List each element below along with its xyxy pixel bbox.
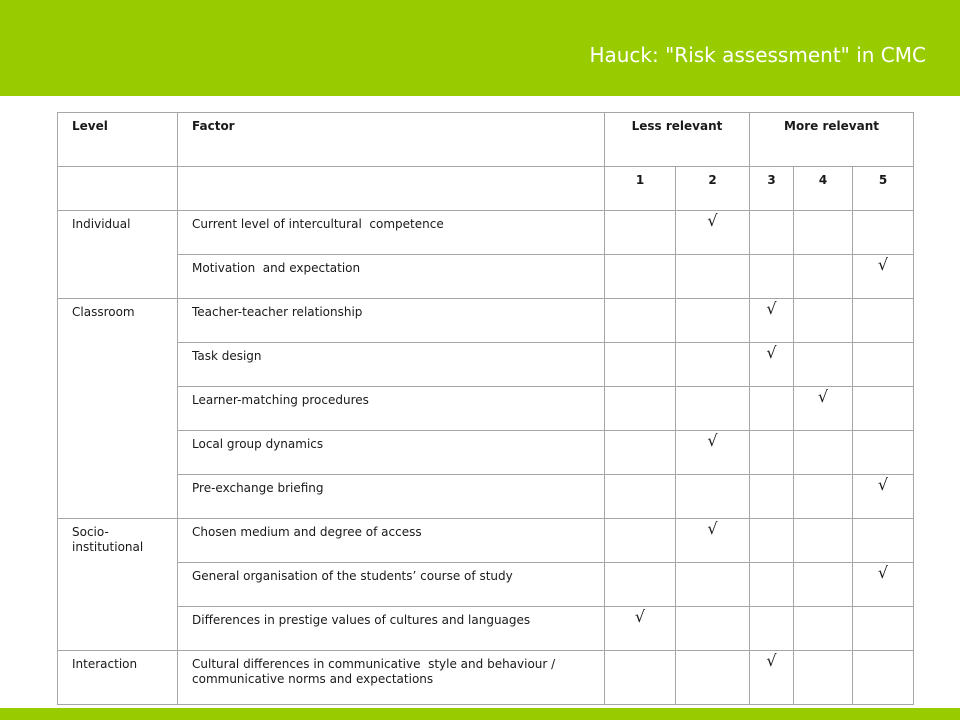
rating-cell [605, 343, 676, 387]
level-cell [58, 431, 178, 475]
factor-cell: Motivation and expectation [178, 255, 605, 299]
scale-2: 2 [676, 167, 750, 211]
rating-cell [750, 475, 794, 519]
factor-cell: Local group dynamics [178, 431, 605, 475]
rating-cell [676, 255, 750, 299]
check-mark-icon: √ [853, 563, 914, 607]
level-cell: Interaction [58, 651, 178, 705]
header-row [58, 113, 914, 167]
rating-cell [794, 563, 853, 607]
rating-cell [853, 607, 914, 651]
rating-cell [676, 563, 750, 607]
rating-cell [605, 211, 676, 255]
rating-cell [853, 651, 914, 705]
level-cell [58, 475, 178, 519]
scale-row [58, 167, 914, 211]
rating-cell [794, 211, 853, 255]
factor-cell: Differences in prestige values of cultures and languages [178, 607, 605, 651]
rating-cell [750, 211, 794, 255]
scale-3: 3 [750, 167, 794, 211]
rating-cell [853, 519, 914, 563]
level-cell [58, 387, 178, 431]
table-row [58, 255, 914, 299]
table-row [58, 607, 914, 651]
factor-cell: Task design [178, 343, 605, 387]
table-row [58, 211, 914, 255]
rating-cell [676, 343, 750, 387]
check-mark-icon: √ [750, 299, 794, 343]
table-row [58, 431, 914, 475]
rating-cell [605, 255, 676, 299]
rating-cell [605, 387, 676, 431]
factor-cell: Current level of intercultural competence [178, 211, 605, 255]
rating-cell [605, 431, 676, 475]
level-cell: Classroom [58, 299, 178, 343]
level-cell: Individual [58, 211, 178, 255]
header-factor: Factor [178, 113, 605, 167]
rating-cell [853, 387, 914, 431]
rating-cell [794, 343, 853, 387]
rating-cell [605, 563, 676, 607]
rating-cell [676, 387, 750, 431]
rating-cell [676, 299, 750, 343]
rating-cell [794, 607, 853, 651]
table-row [58, 519, 914, 563]
check-mark-icon: √ [676, 519, 750, 563]
rating-cell [750, 519, 794, 563]
scale-1: 1 [605, 167, 676, 211]
rating-cell [750, 387, 794, 431]
factor-cell: General organisation of the students’ course of study [178, 563, 605, 607]
table-row [58, 563, 914, 607]
footer-band [0, 708, 960, 720]
factor-cell: Learner-matching procedures [178, 387, 605, 431]
check-mark-icon: √ [676, 211, 750, 255]
rating-cell [676, 607, 750, 651]
rating-cell [794, 255, 853, 299]
scale-factor-blank [178, 167, 605, 211]
check-mark-icon: √ [750, 343, 794, 387]
rating-cell [794, 299, 853, 343]
check-mark-icon: √ [750, 651, 794, 705]
check-mark-icon: √ [853, 255, 914, 299]
rating-cell [676, 475, 750, 519]
check-mark-icon: √ [794, 387, 853, 431]
rating-cell [750, 563, 794, 607]
scale-4: 4 [794, 167, 853, 211]
level-cell: Socio- institutional [58, 519, 178, 563]
rating-cell [794, 651, 853, 705]
check-mark-icon: √ [605, 607, 676, 651]
rating-cell [794, 519, 853, 563]
slide-title: Hauck: "Risk assessment" in CMC [589, 43, 926, 67]
scale-level-blank [58, 167, 178, 211]
rating-cell [750, 607, 794, 651]
rating-cell [605, 299, 676, 343]
rating-cell [853, 299, 914, 343]
header-level: Level [58, 113, 178, 167]
scale-5: 5 [853, 167, 914, 211]
rating-cell [750, 431, 794, 475]
level-cell [58, 255, 178, 299]
header-less-relevant: Less relevant [605, 113, 750, 167]
rating-cell [853, 343, 914, 387]
risk-assessment-table [57, 112, 914, 705]
rating-cell [794, 475, 853, 519]
level-cell [58, 343, 178, 387]
table-row [58, 343, 914, 387]
rating-cell [853, 431, 914, 475]
factor-cell: Chosen medium and degree of access [178, 519, 605, 563]
table-row [58, 651, 914, 705]
rating-cell [605, 651, 676, 705]
header-more-relevant: More relevant [750, 113, 914, 167]
check-mark-icon: √ [853, 475, 914, 519]
table-row [58, 299, 914, 343]
factor-cell: Teacher-teacher relationship [178, 299, 605, 343]
rating-cell [794, 431, 853, 475]
level-cell [58, 607, 178, 651]
rating-cell [676, 651, 750, 705]
rating-cell [750, 255, 794, 299]
table-row [58, 387, 914, 431]
rating-cell [605, 475, 676, 519]
rating-cell [853, 211, 914, 255]
table-row [58, 475, 914, 519]
rating-cell [605, 519, 676, 563]
level-cell [58, 563, 178, 607]
factor-cell: Cultural differences in communicative style and behaviour / communicative norms and expectations [178, 651, 605, 705]
check-mark-icon: √ [676, 431, 750, 475]
factor-cell: Pre-exchange briefing [178, 475, 605, 519]
